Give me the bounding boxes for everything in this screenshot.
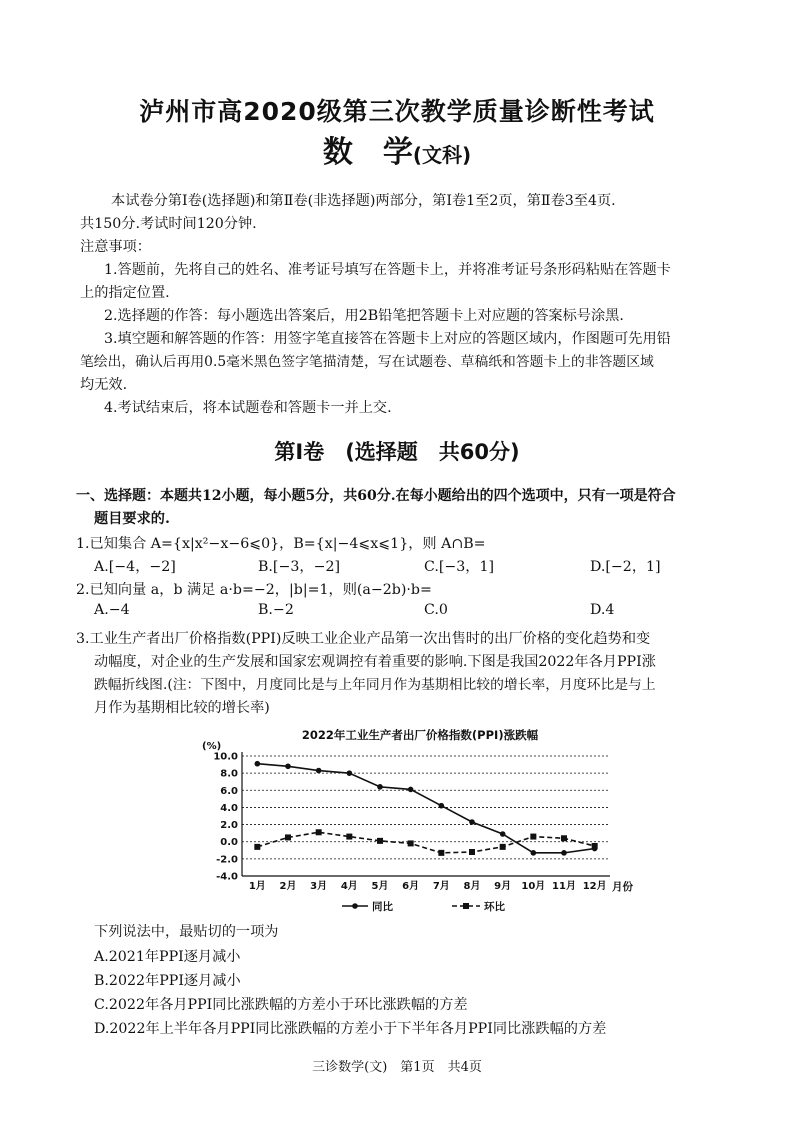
- q2-option-b: B.−2: [258, 602, 294, 618]
- q3-stem: 跌幅折线图.(注：下图中，月度同比是与上年同月作为基期相比较的增长率，月度环比是与上: [94, 677, 656, 693]
- x-tick-label: 3月: [310, 881, 328, 892]
- y-tick-label: 10.0: [213, 751, 238, 763]
- x-tick-label: 6月: [402, 881, 420, 892]
- q3-option-c: C.2022年各月PPI同比涨跌幅的方差小于环比涨跌幅的方差: [94, 997, 468, 1013]
- section-instructions: 一、选择题：本题共12小题，每小题5分，共60分.在每小题给出的四个选项中，只有一项是符合: [76, 488, 676, 504]
- section-title: 第Ⅰ卷 (选择题 共60分): [274, 440, 520, 464]
- data-point-yoy: [316, 768, 322, 774]
- y-tick-label: 4.0: [220, 802, 238, 814]
- data-point-yoy: [469, 819, 475, 825]
- legend-marker-yoy: [352, 903, 358, 909]
- q3-stem: 月作为基期相比较的增长率): [94, 700, 270, 716]
- data-point-mom: [346, 834, 352, 840]
- x-tick-label: 10月: [521, 881, 546, 892]
- data-point-yoy: [285, 763, 291, 769]
- x-tick-label: 1月: [248, 881, 266, 892]
- y-axis-label: (%): [202, 741, 222, 752]
- legend-label-yoy: 同比: [372, 901, 393, 913]
- data-point-mom: [530, 834, 536, 840]
- series-line-yoy: [257, 764, 594, 853]
- q3-option-b: B.2022年PPI逐月减小: [94, 973, 241, 989]
- data-point-yoy: [531, 850, 537, 856]
- data-point-yoy: [347, 770, 353, 776]
- data-point-mom: [592, 843, 598, 849]
- note-line: 3.填空题和解答题的作答：用签字笔直接答在答题卡上对应的答题区域内，作图题可先用铅: [104, 331, 671, 347]
- data-point-mom: [254, 844, 260, 850]
- data-point-yoy: [377, 784, 383, 790]
- q1-option-a: A.[−4，−2]: [94, 559, 176, 575]
- subject-name: 数 学: [322, 135, 413, 170]
- data-point-mom: [408, 840, 414, 846]
- notice-title: 注意事项：: [80, 239, 151, 255]
- y-tick-label: -4.0: [216, 871, 238, 883]
- intro-line-1: 本试卷分第Ⅰ卷(选择题)和第Ⅱ卷(非选择题)两部分，第Ⅰ卷1至2页，第Ⅱ卷3至4页.: [111, 193, 616, 209]
- x-tick-label: 12月: [582, 881, 607, 892]
- q3-stem: 动幅度，对企业的生产发展和国家宏观调控有着重要的影响.下图是我国2022年各月PPI涨: [94, 654, 656, 670]
- note-line: 笔绘出，确认后再用0.5毫米黑色签字笔描清楚，写在试题卷、草稿纸和答题卡上的非答题区域: [80, 354, 654, 370]
- q2-stem: 2.已知向量 a，b 满足 a·b=−2，|b|=1，则(a−2b)·b=: [76, 582, 432, 598]
- data-point-mom: [285, 834, 291, 840]
- data-point-mom: [316, 829, 322, 835]
- data-point-yoy: [439, 803, 445, 809]
- x-axis-label: 月份: [612, 881, 633, 893]
- y-tick-label: 6.0: [220, 785, 238, 797]
- x-tick-label: 4月: [340, 881, 358, 892]
- legend-label-mom: 环比: [484, 901, 505, 913]
- subject-note: (文科): [412, 143, 472, 167]
- x-tick-label: 9月: [494, 881, 512, 892]
- q3-option-a: A.2021年PPI逐月减小: [94, 949, 241, 965]
- section-instructions-cont: 题目要求的.: [94, 511, 170, 527]
- data-point-mom: [469, 849, 475, 855]
- q3-prompt: 下列说法中，最贴切的一项为: [94, 924, 279, 940]
- note-line: 上的指定位置.: [80, 285, 170, 301]
- series-line-mom: [257, 832, 594, 853]
- note-line: 均无效.: [80, 377, 128, 393]
- x-tick-label: 2月: [279, 881, 297, 892]
- data-point-yoy: [561, 850, 567, 856]
- data-point-mom: [377, 838, 383, 844]
- chart-title: 2022年工业生产者出厂价格指数(PPI)涨跌幅: [301, 728, 539, 742]
- q2-option-d: D.4: [590, 602, 615, 618]
- page-footer: 三诊数学(文) 第1页 共4页: [312, 1060, 482, 1075]
- note-line: 2.选择题的作答：每小题选出答案后，用2B铅笔把答题卡上对应题的答案标号涂黑.: [104, 308, 624, 324]
- q1-option-c: C.[−3，1]: [424, 559, 495, 575]
- y-tick-label: 2.0: [220, 820, 238, 832]
- y-tick-label: 0.0: [220, 837, 238, 849]
- q2-option-c: C.0: [424, 602, 448, 618]
- exam-title: 泸州市高2020级第三次教学质量诊断性考试: [139, 97, 655, 126]
- subject-title: [0, 127, 794, 171]
- data-point-yoy: [255, 761, 261, 767]
- x-tick-label: 7月: [432, 881, 450, 892]
- note-line: 4.考试结束后，将本试题卷和答题卡一并上交.: [104, 400, 392, 416]
- x-tick-label: 8月: [463, 881, 481, 892]
- q3-option-d: D.2022年上半年各月PPI同比涨跌幅的方差小于下半年各月PPI同比涨跌幅的方差: [94, 1021, 607, 1037]
- q3-stem: 3.工业生产者出厂价格指数(PPI)反映工业企业产品第一次出售时的出厂价格的变化趋势和变: [76, 631, 651, 647]
- legend-marker-mom: [463, 903, 469, 909]
- x-tick-label: 11月: [552, 881, 576, 892]
- y-tick-label: -2.0: [216, 854, 238, 866]
- data-point-yoy: [500, 831, 506, 837]
- x-tick-label: 5月: [371, 881, 389, 892]
- data-point-mom: [438, 850, 444, 856]
- data-point-yoy: [408, 787, 414, 793]
- q1-stem: 1.已知集合 A={x|x²−x−6⩽0}，B={x|−4⩽x⩽1}，则 A∩B=: [76, 536, 486, 552]
- intro-line-2: 共150分.考试时间120分钟.: [80, 216, 257, 232]
- q1-option-b: B.[−3，−2]: [258, 559, 341, 575]
- data-point-mom: [561, 835, 567, 841]
- ppi-line-chart: [190, 722, 650, 918]
- y-tick-label: 8.0: [220, 768, 238, 780]
- data-point-mom: [500, 844, 506, 850]
- q2-option-a: A.−4: [94, 602, 130, 618]
- q1-option-d: D.[−2，1]: [590, 559, 661, 575]
- note-line: 1.答题前，先将自己的姓名、准考证号填写在答题卡上，并将准考证号条形码粘贴在答题卡: [104, 262, 671, 278]
